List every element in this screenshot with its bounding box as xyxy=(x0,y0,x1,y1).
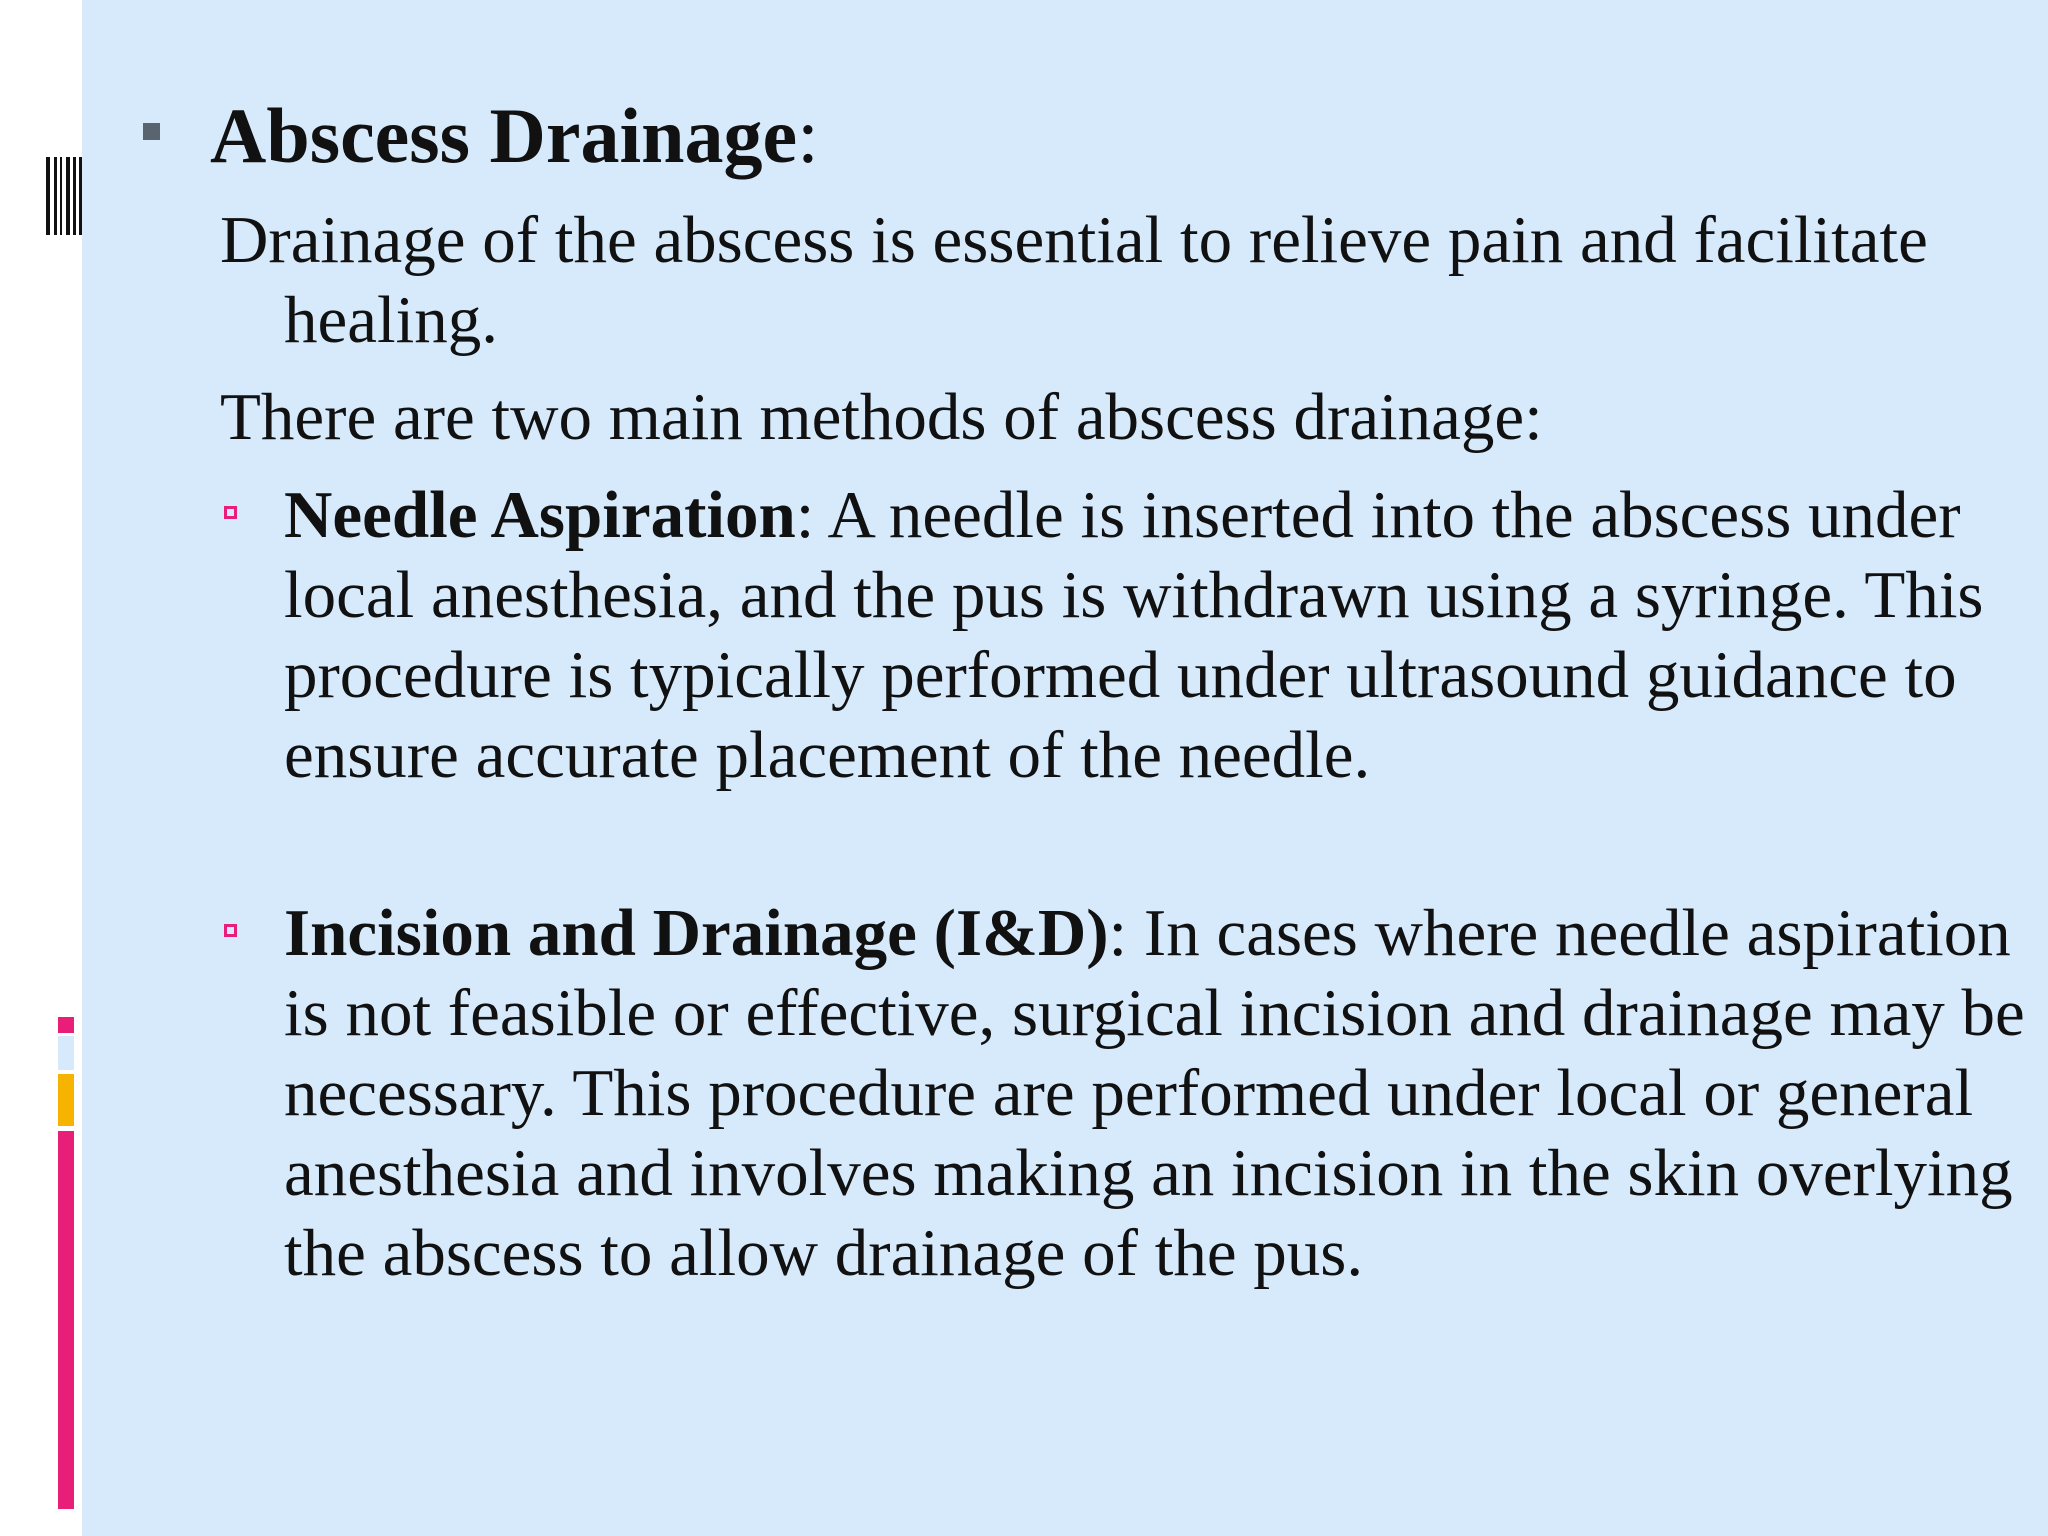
heading-suffix: : xyxy=(797,92,819,179)
method-name: Incision and Drainage (I&D) xyxy=(284,896,1109,970)
square-bullet-icon xyxy=(143,123,160,140)
hollow-square-bullet-icon xyxy=(224,924,237,937)
method-needle-aspiration xyxy=(284,475,2034,795)
methods-intro: There are two main methods of abscess drainage: xyxy=(220,380,1543,454)
method-incision-drainage xyxy=(284,893,2034,1293)
intro-paragraph: Drainage of the abscess is essential to relieve pain and facilitate healing. xyxy=(220,203,1928,357)
method-name: Needle Aspiration xyxy=(284,478,796,552)
method-separator: : xyxy=(795,478,815,552)
method-description: A needle is inserted into the abscess under local anesthesia, and the pus is withdrawn using a syringe. This procedure is typically performed under ultrasound guidance to ensure accurate placement of the needle. xyxy=(284,478,1984,792)
slide-heading xyxy=(210,88,1990,184)
heading-title: Abscess Drainage xyxy=(210,92,798,179)
hollow-square-bullet-icon xyxy=(224,506,237,519)
method-description: In cases where needle aspiration is not feasible or effective, surgical incision and drainage may be necessary. This procedure are performed under local or general anesthesia and involves making an incision in the skin overlying the abscess to allow drainage of the pus. xyxy=(284,896,2025,1290)
method-separator: : xyxy=(1108,896,1128,970)
